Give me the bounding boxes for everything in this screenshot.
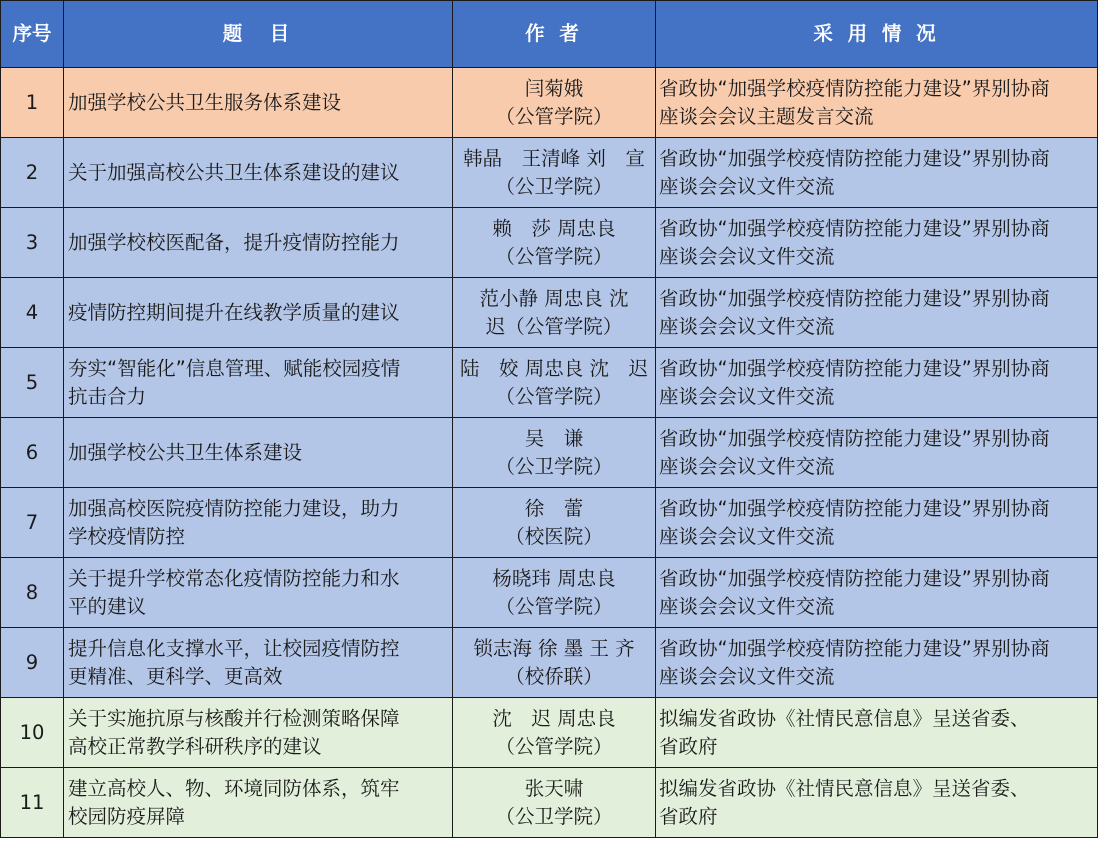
row-number: 10 <box>1 698 64 768</box>
table-row <box>1 768 1098 838</box>
usage-cell-line: 座谈会会议文件交流 <box>659 454 835 478</box>
title-cell <box>64 628 453 698</box>
table-row <box>1 418 1098 488</box>
table-row <box>1 348 1098 418</box>
usage-cell-line: 拟编发省政协《社情民意信息》呈送省委、 <box>659 776 1030 800</box>
title-cell <box>64 488 453 558</box>
usage-cell-line: 座谈会会议文件交流 <box>659 524 835 548</box>
row-number: 2 <box>1 138 64 208</box>
table-row <box>1 698 1098 768</box>
header-author: 作 者 <box>453 1 656 68</box>
title-cell-line: 提升信息化支撑水平，让校园疫情防控 <box>68 636 400 660</box>
usage-cell <box>656 68 1098 138</box>
table-row <box>1 208 1098 278</box>
author-cell <box>453 68 656 138</box>
author-cell-line: 韩晶 王清峰 刘 宣 <box>463 146 645 170</box>
author-cell <box>453 278 656 348</box>
usage-cell-line: 座谈会会议文件交流 <box>659 314 835 338</box>
author-cell-line: 赖 莎 周忠良 <box>492 216 616 240</box>
usage-cell <box>656 768 1098 838</box>
title-cell <box>64 68 453 138</box>
table-row <box>1 278 1098 348</box>
author-cell <box>453 628 656 698</box>
title-cell-line: 更精准、更科学、更高效 <box>68 664 283 688</box>
title-cell-line: 抗击合力 <box>68 384 147 408</box>
row-number: 6 <box>1 418 64 488</box>
header-title: 题 目 <box>64 1 453 68</box>
title-cell <box>64 208 453 278</box>
usage-cell <box>656 138 1098 208</box>
row-number: 5 <box>1 348 64 418</box>
author-cell <box>453 138 656 208</box>
title-cell <box>64 768 453 838</box>
title-cell-line: 疫情防控期间提升在线教学质量的建议 <box>68 300 400 324</box>
usage-cell <box>656 698 1098 768</box>
author-cell-line: 锁志海 徐 墨 王 齐 <box>473 636 635 660</box>
title-cell-line: 学校疫情防控 <box>68 524 186 548</box>
author-cell <box>453 348 656 418</box>
usage-cell <box>656 558 1098 628</box>
table-row <box>1 628 1098 698</box>
usage-cell-line: 座谈会会议主题发言交流 <box>659 104 874 128</box>
author-cell-line: （校医院） <box>505 524 603 548</box>
author-cell <box>453 558 656 628</box>
usage-cell-line: 省政协“加强学校疫情防控能力建设”界别协商 <box>659 566 1050 590</box>
author-cell-line: 范小静 周忠良 沈 <box>479 286 629 310</box>
author-cell <box>453 488 656 558</box>
row-number: 9 <box>1 628 64 698</box>
title-cell <box>64 558 453 628</box>
author-cell <box>453 768 656 838</box>
table-row <box>1 558 1098 628</box>
usage-cell-line: 省政协“加强学校疫情防控能力建设”界别协商 <box>659 636 1050 660</box>
row-number: 11 <box>1 768 64 838</box>
usage-cell-line: 省政协“加强学校疫情防控能力建设”界别协商 <box>659 216 1050 240</box>
usage-cell <box>656 348 1098 418</box>
header-no: 序号 <box>1 1 64 68</box>
usage-cell-line: 省政协“加强学校疫情防控能力建设”界别协商 <box>659 496 1050 520</box>
header-usage: 采 用 情 况 <box>656 1 1098 68</box>
usage-cell <box>656 488 1098 558</box>
usage-cell <box>656 628 1098 698</box>
author-cell <box>453 418 656 488</box>
usage-cell-line: 省政协“加强学校疫情防控能力建设”界别协商 <box>659 146 1050 170</box>
usage-cell-line: 座谈会会议文件交流 <box>659 384 835 408</box>
usage-cell <box>656 278 1098 348</box>
row-number: 3 <box>1 208 64 278</box>
author-cell-line: 杨晓玮 周忠良 <box>492 566 616 590</box>
title-cell <box>64 698 453 768</box>
author-cell-line: 迟（公管学院） <box>485 314 623 338</box>
title-cell-line: 高校正常教学科研秩序的建议 <box>68 734 322 758</box>
title-cell-line: 加强高校医院疫情防控能力建设，助力 <box>68 496 400 520</box>
author-cell-line: （公管学院） <box>495 384 613 408</box>
usage-cell-line: 省政府 <box>659 804 718 828</box>
author-cell-line: （公管学院） <box>495 734 613 758</box>
author-cell-line: （公卫学院） <box>495 174 613 198</box>
author-cell <box>453 208 656 278</box>
title-cell-line: 关于实施抗原与核酸并行检测策略保障 <box>68 706 400 730</box>
title-cell-line: 夯实“智能化”信息管理、赋能校园疫情 <box>68 356 401 380</box>
title-cell-line: 平的建议 <box>68 594 147 618</box>
title-cell-line: 加强学校校医配备，提升疫情防控能力 <box>68 230 400 254</box>
title-cell-line: 校园防疫屏障 <box>68 804 186 828</box>
usage-cell-line: 拟编发省政协《社情民意信息》呈送省委、 <box>659 706 1030 730</box>
title-cell-line: 关于加强高校公共卫生体系建设的建议 <box>68 160 400 184</box>
author-cell-line: 吴 谦 <box>524 426 584 450</box>
author-cell-line: 陆 姣 周忠良 沈 迟 <box>460 356 648 380</box>
table-row <box>1 488 1098 558</box>
usage-cell <box>656 208 1098 278</box>
author-cell-line: 沈 迟 周忠良 <box>492 706 616 730</box>
row-number: 8 <box>1 558 64 628</box>
usage-cell-line: 省政府 <box>659 734 718 758</box>
usage-cell-line: 省政协“加强学校疫情防控能力建设”界别协商 <box>659 286 1050 310</box>
title-cell-line: 加强学校公共卫生体系建设 <box>68 440 303 464</box>
row-number: 7 <box>1 488 64 558</box>
author-cell-line: （公管学院） <box>495 594 613 618</box>
title-cell <box>64 138 453 208</box>
table-row <box>1 138 1098 208</box>
title-cell <box>64 418 453 488</box>
usage-cell-line: 省政协“加强学校疫情防控能力建设”界别协商 <box>659 426 1050 450</box>
author-cell-line: 闫菊娥 <box>524 76 584 100</box>
row-number: 1 <box>1 68 64 138</box>
header-row <box>1 1 1098 68</box>
usage-cell-line: 座谈会会议文件交流 <box>659 174 835 198</box>
author-cell-line: （公管学院） <box>495 104 613 128</box>
author-cell-line: 张天啸 <box>524 776 584 800</box>
author-cell-line: （公卫学院） <box>495 454 613 478</box>
title-cell-line: 建立高校人、物、环境同防体系，筑牢 <box>68 776 400 800</box>
usage-cell-line: 省政协“加强学校疫情防控能力建设”界别协商 <box>659 76 1050 100</box>
usage-cell-line: 省政协“加强学校疫情防控能力建设”界别协商 <box>659 356 1050 380</box>
author-cell-line: （公卫学院） <box>495 804 613 828</box>
title-cell-line: 加强学校公共卫生服务体系建设 <box>68 90 342 114</box>
title-cell <box>64 278 453 348</box>
author-cell <box>453 698 656 768</box>
usage-cell-line: 座谈会会议文件交流 <box>659 244 835 268</box>
table-row <box>1 68 1098 138</box>
author-cell-line: 徐 蕾 <box>524 496 584 520</box>
title-cell-line: 关于提升学校常态化疫情防控能力和水 <box>68 566 400 590</box>
usage-cell-line: 座谈会会议文件交流 <box>659 664 835 688</box>
row-number: 4 <box>1 278 64 348</box>
title-cell <box>64 348 453 418</box>
author-cell-line: （校侨联） <box>505 664 603 688</box>
usage-cell-line: 座谈会会议文件交流 <box>659 594 835 618</box>
usage-cell <box>656 418 1098 488</box>
author-cell-line: （公管学院） <box>495 244 613 268</box>
